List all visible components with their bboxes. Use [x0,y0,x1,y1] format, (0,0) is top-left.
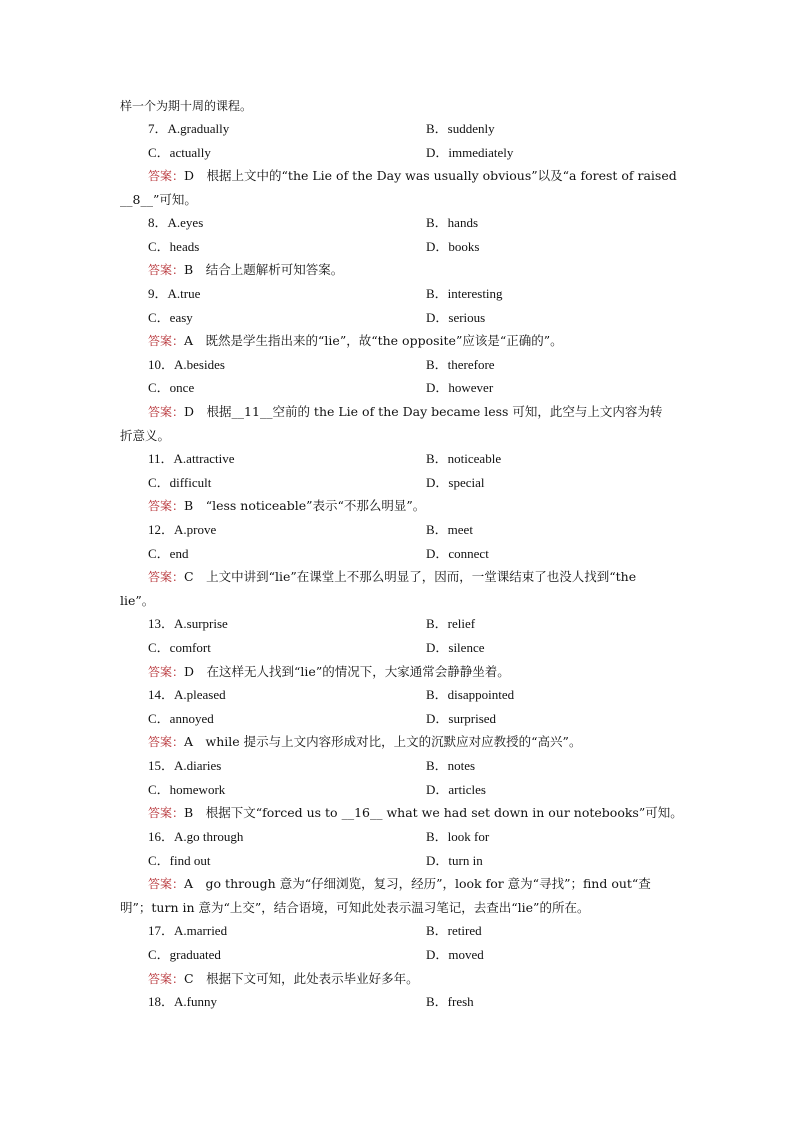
q11-answer: 答案：B “less noticeable”表示“不那么明显”。 [148,498,426,513]
q12-option-d: D．connect [426,546,489,561]
q8-option-c: C．heads [148,239,200,254]
q14-option-b: B．disappointed [426,687,515,702]
q16-option-b: B．look for [426,829,490,844]
q18-option-b: B．fresh [426,994,474,1009]
q7-option-c: C．actually [148,145,211,160]
q17-option-c: C．graduated [148,947,221,962]
q15-option-c: C．homework [148,782,226,797]
q9-option-c: C．easy [148,310,193,325]
q11-option-a: 11．A.attractive [148,451,235,466]
q16-answer-cont: 明”；turn in 意为“上交”，结合语境，可知此处表示温习笔记，去查出“lie”的所在。 [120,900,590,915]
q7-option-b: B．suddenly [426,121,495,136]
q15-answer: 答案：B 根据下文“forced us to __16__ what we had set down in our notebooks”可知。 [148,805,683,820]
q17-answer: 答案：C 根据下文可知，此处表示毕业好多年。 [148,971,419,986]
q9-option-b: B．interesting [426,286,503,301]
q15-option-d: D．articles [426,782,486,797]
q10-option-c: C．once [148,380,195,395]
q14-option-c: C．annoyed [148,711,214,726]
q9-answer: 答案：A 既然是学生指出来的“lie”，故“the opposite”应该是“正确的”。 [148,333,563,348]
q12-option-c: C．end [148,546,189,561]
q13-option-c: C．comfort [148,640,211,655]
q10-option-b: B．therefore [426,357,495,372]
q13-option-a: 13．A.surprise [148,616,228,631]
q17-option-d: D．moved [426,947,484,962]
q12-option-a: 12．A.prove [148,522,217,537]
q12-answer-cont: lie”。 [120,593,155,608]
q10-option-d: D．however [426,380,494,395]
q17-option-a: 17．A.married [148,923,228,938]
q7-answer-cont: __8__”可知。 [120,192,197,207]
q8-answer: 答案：B 结合上题解析可知答案。 [148,262,344,277]
q17-option-b: B．retired [426,923,482,938]
q8-option-d: D．books [426,239,480,254]
q7-option-a: 7．A.gradually [148,121,230,136]
q9-option-d: D．serious [426,310,486,325]
q15-option-b: B．notes [426,758,476,773]
q11-option-c: C．difficult [148,475,212,490]
q15-option-a: 15．A.diaries [148,758,222,773]
q13-option-b: B．relief [426,616,476,631]
intro-text: 样一个为期十周的课程。 [120,99,253,113]
q14-option-d: D．surprised [426,711,497,726]
q18-option-a: 18．A.funny [148,994,217,1009]
q12-option-b: B．meet [426,522,473,537]
q8-option-b: B．hands [426,215,479,230]
q13-answer: 答案：D 在这样无人找到“lie”的情况下，大家通常会静静坐着。 [148,664,510,679]
q16-answer: 答案：A go through 意为“仔细浏览，复习，经历”，look for 意为“寻找”；find out“查 [148,876,651,891]
q7-answer: 答案：D 根据上文中的“the Lie of the Day was usually obvious”以及“a forest of raised [148,168,677,183]
q12-answer: 答案：C 上文中讲到“lie”在课堂上不那么明显了，因而，一堂课结束了也没人找到“the [148,569,637,584]
q11-option-d: D．special [426,475,485,490]
q16-option-a: 16．A.go through [148,829,244,844]
q9-option-a: 9．A.true [148,286,201,301]
q7-option-d: D．immediately [426,145,514,160]
q8-option-a: 8．A.eyes [148,215,204,230]
q10-answer-cont: 折意义。 [120,428,171,443]
q16-option-d: D．turn in [426,853,483,868]
q13-option-d: D．silence [426,640,485,655]
q16-option-c: C．find out [148,853,211,868]
q11-option-b: B．noticeable [426,451,502,466]
q10-answer: 答案：D 根据__11__空前的 the Lie of the Day became less 可知，此空与上文内容为转 [148,404,663,419]
q10-option-a: 10．A.besides [148,357,225,372]
q14-option-a: 14．A.pleased [148,687,226,702]
q14-answer: 答案：A while 提示与上文内容形成对比，上文的沉默应对应教授的“高兴”。 [148,734,582,749]
